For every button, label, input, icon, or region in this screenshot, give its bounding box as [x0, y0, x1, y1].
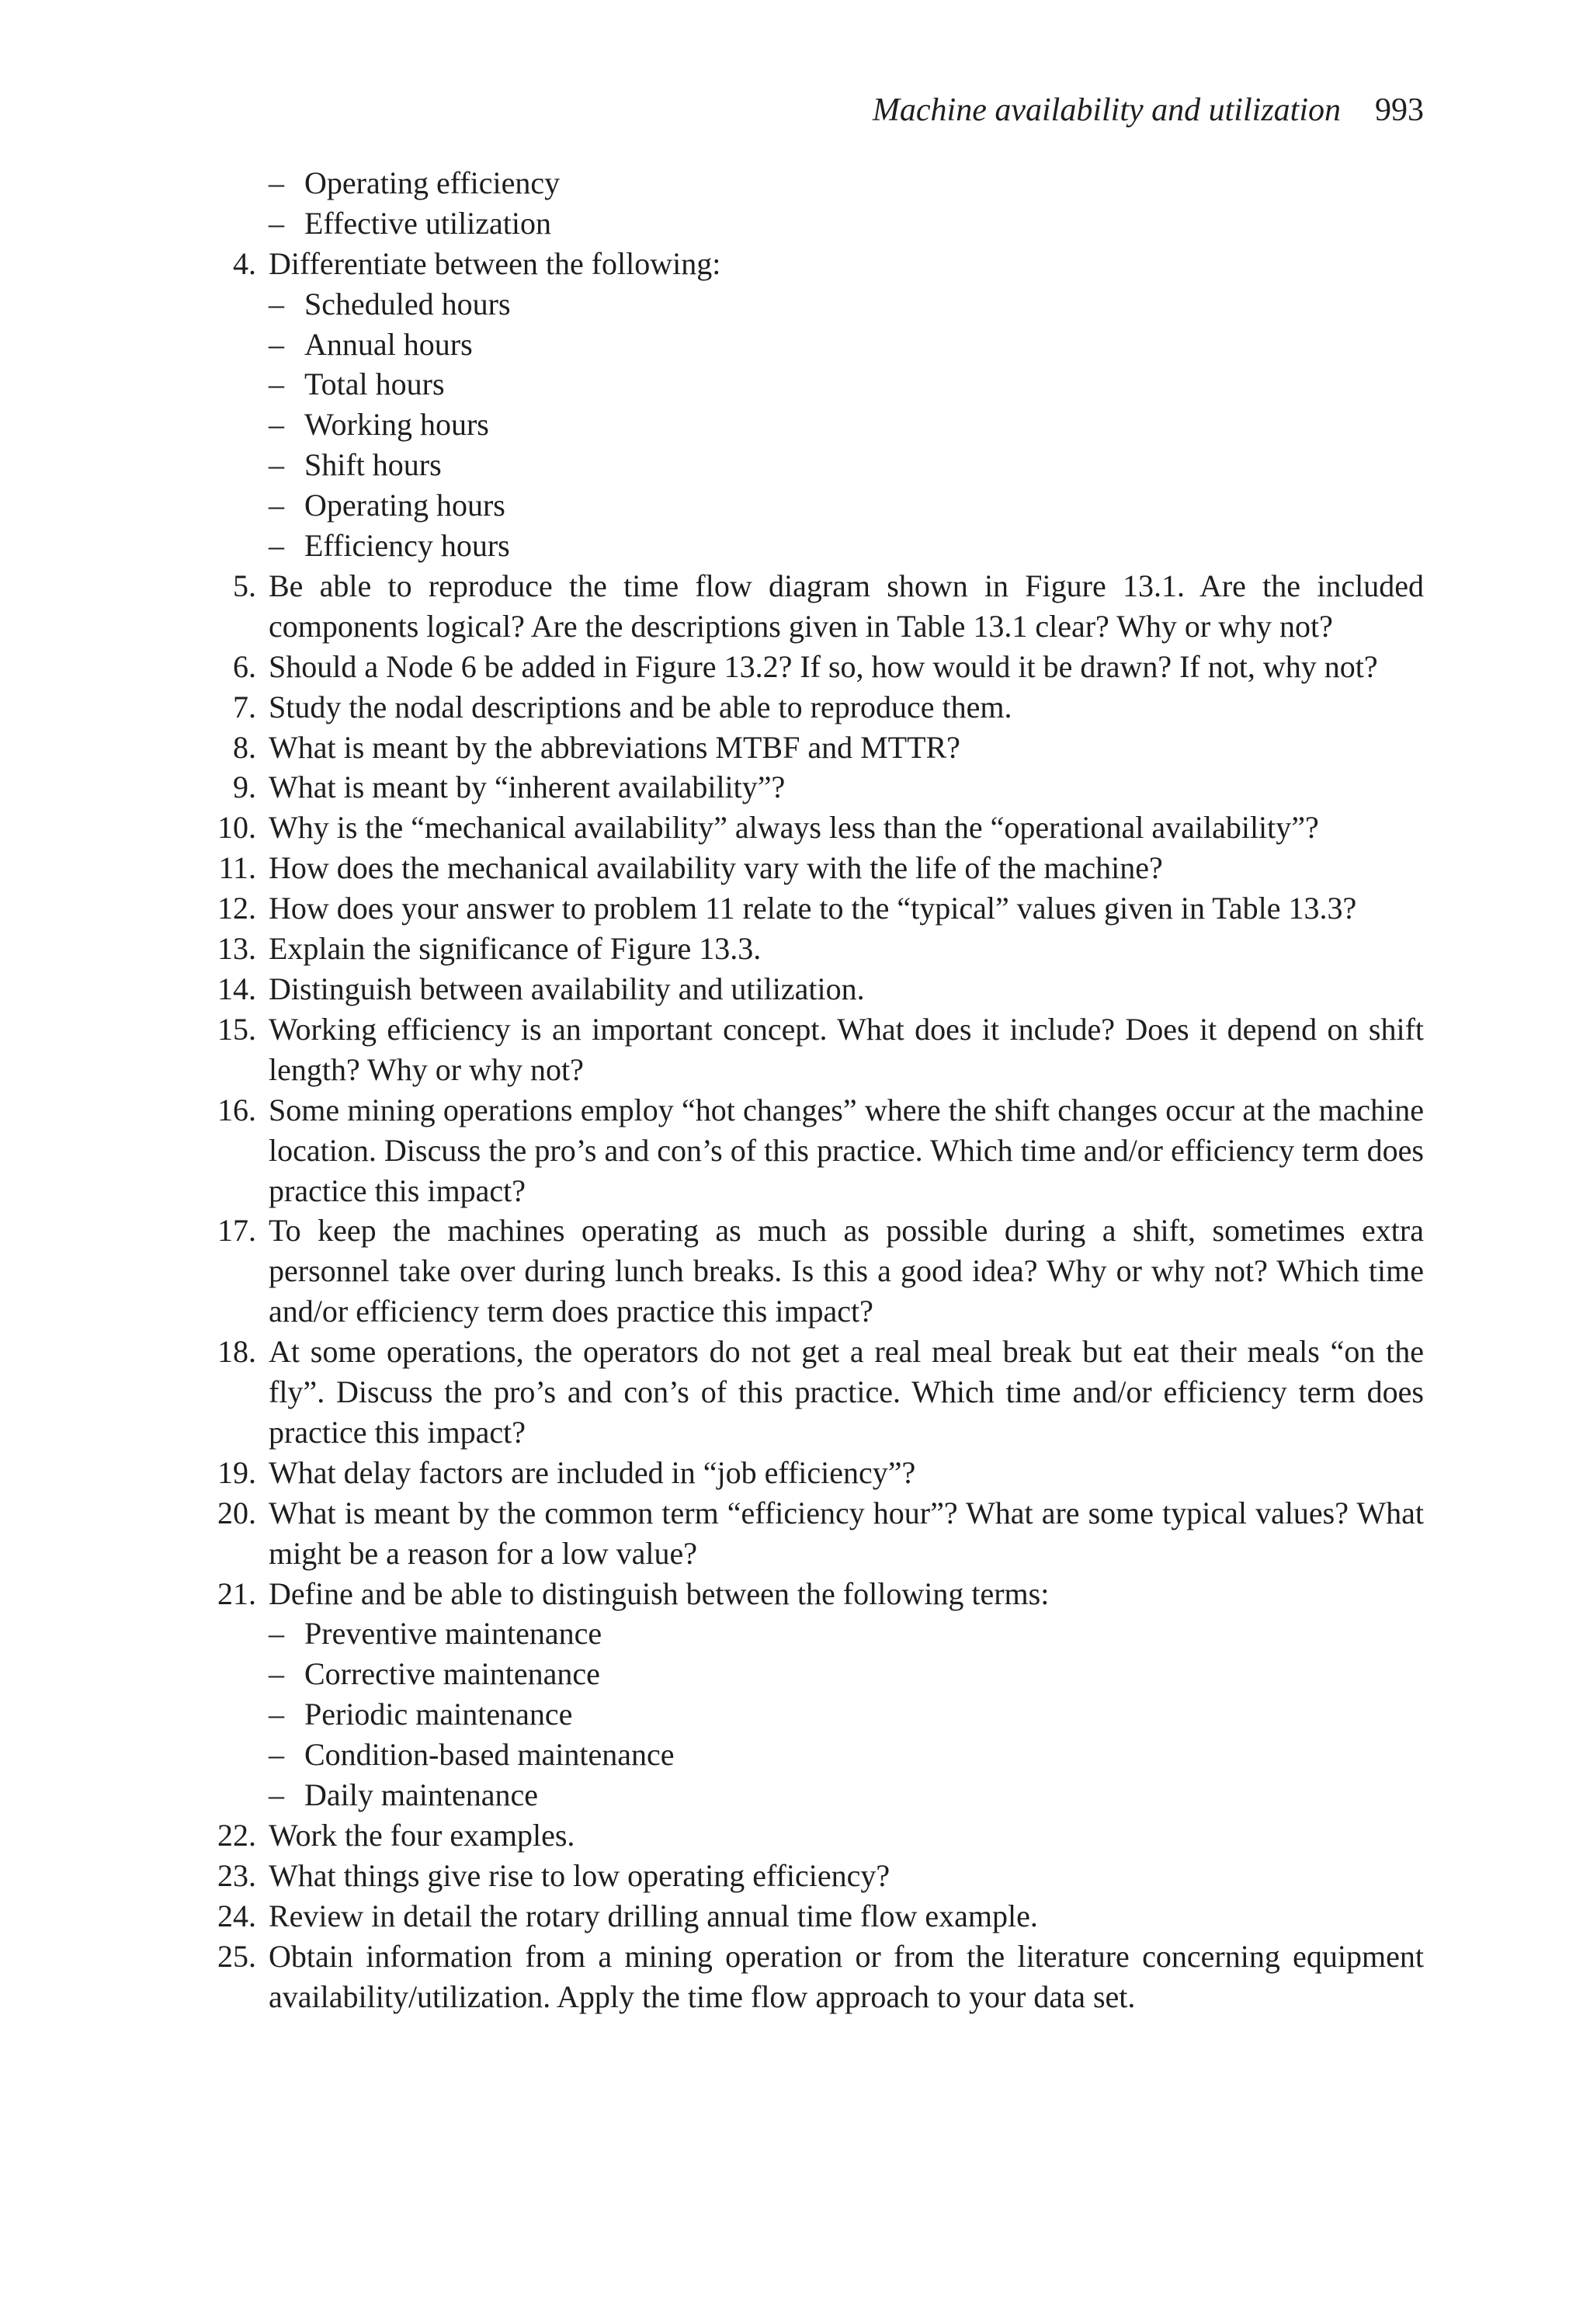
sub-item — [269, 284, 1424, 325]
sub-item — [269, 364, 1424, 405]
question-number: 22. — [217, 1817, 256, 1853]
sub-item-text: Corrective maintenance — [304, 1656, 600, 1692]
question-number: 18. — [217, 1334, 256, 1370]
question-number: 19. — [217, 1454, 256, 1490]
question-item — [211, 1896, 1424, 1937]
question-text: Differentiate between the following: — [269, 245, 721, 281]
sub-item-text: Daily maintenance — [304, 1777, 538, 1813]
sub-item-text: Condition-based maintenance — [304, 1737, 675, 1773]
question-item — [211, 244, 1424, 284]
question-number: 17. — [217, 1213, 256, 1249]
question-number: 16. — [217, 1092, 256, 1127]
question-text: What is meant by “inherent availability”? — [269, 769, 786, 805]
question-number: 9. — [233, 769, 256, 805]
sub-item-text: Efficiency hours — [304, 528, 510, 564]
dash-marker: – — [269, 488, 284, 523]
question-text: Study the nodal descriptions and be able to reproduce them. — [269, 689, 1012, 724]
sub-item-text: Operating hours — [304, 488, 505, 523]
question-item — [211, 687, 1424, 728]
sub-item — [269, 1775, 1424, 1815]
question-text: Explain the significance of Figure 13.3. — [269, 931, 762, 967]
sub-item — [269, 485, 1424, 526]
question-item — [211, 969, 1424, 1009]
question-text: Why is the “mechanical availability” always less than the “operational availability”? — [269, 810, 1319, 846]
sub-item — [269, 203, 1424, 244]
question-number: 10. — [217, 810, 256, 846]
q4-subitems — [211, 284, 1424, 566]
question-text: To keep the machines operating as much as possible during a shift, sometimes extra personnel take over during lunch breaks. Is this a good idea? Why or why not? Which time and/or efficiency term does practice this impact? — [269, 1213, 1424, 1329]
dash-marker: – — [269, 205, 284, 241]
questions-block-b — [211, 1815, 1424, 2017]
question-item — [211, 728, 1424, 768]
question-number: 12. — [217, 891, 256, 926]
dash-marker: – — [269, 286, 284, 321]
question-number: 14. — [217, 971, 256, 1006]
dash-marker: – — [269, 1777, 284, 1813]
question-number: 11. — [218, 850, 256, 886]
question-number: 24. — [217, 1898, 256, 1933]
question-number: 25. — [217, 1938, 256, 1974]
sub-item — [269, 1614, 1424, 1654]
sub-item — [269, 1735, 1424, 1775]
question-text: At some operations, the operators do not get a real meal break but eat their meals “on the fly”. Discuss the pro’s and con’s of this practice. Which time and/or efficiency term does practice this impact? — [269, 1334, 1424, 1450]
dash-marker: – — [269, 1697, 284, 1732]
question-text: Work the four examples. — [269, 1817, 575, 1853]
question-item — [211, 647, 1424, 687]
question-text: What is meant by the common term “efficiency hour”? What are some typical values? What might be a reason for a low value? — [269, 1495, 1424, 1571]
question-text: Distinguish between availability and utilization. — [269, 971, 865, 1006]
running-head — [211, 90, 1424, 130]
question-item — [211, 1009, 1424, 1090]
question-item — [211, 1493, 1424, 1574]
question-item — [211, 848, 1424, 888]
question-text: Obtain information from a mining operation or from the literature concerning equipment availability/utilization. Apply the time flow approach to your data set. — [269, 1938, 1424, 2014]
sub-item-text: Scheduled hours — [304, 286, 511, 321]
question-number: 23. — [217, 1857, 256, 1893]
dash-marker: – — [269, 1616, 284, 1652]
sub-item — [269, 405, 1424, 445]
dash-marker: – — [269, 366, 284, 402]
question-item — [211, 1856, 1424, 1896]
question-text: Working efficiency is an important concept. What does it include? Does it depend on shift length? Why or why not? — [269, 1011, 1424, 1087]
sub-item — [269, 325, 1424, 365]
question-number: 7. — [233, 689, 256, 724]
dash-marker: – — [269, 447, 284, 483]
question-number: 5. — [233, 568, 256, 603]
question-text: Review in detail the rotary drilling annual time flow example. — [269, 1898, 1038, 1933]
q21-subitems — [211, 1614, 1424, 1815]
question-item — [211, 1453, 1424, 1493]
question-number: 4. — [233, 245, 256, 281]
sub-item — [269, 1694, 1424, 1735]
sub-item-text: Shift hours — [304, 447, 442, 483]
sub-item-text: Preventive maintenance — [304, 1616, 602, 1652]
question-item — [211, 1815, 1424, 1856]
sub-item-text: Total hours — [304, 366, 445, 402]
question-text: Define and be able to distinguish between the following terms: — [269, 1575, 1050, 1611]
dash-marker: – — [269, 528, 284, 564]
question-text: How does the mechanical availability vary with the life of the machine? — [269, 850, 1163, 886]
running-head-title: Machine availability and utilization — [872, 92, 1341, 128]
lead-subitems — [211, 163, 1424, 244]
questions-block-a — [211, 566, 1424, 1574]
question-item — [211, 1937, 1424, 2017]
question-item — [211, 1090, 1424, 1211]
sub-item — [269, 445, 1424, 485]
question-list — [211, 163, 1424, 2017]
question-text: Should a Node 6 be added in Figure 13.2? If so, how would it be drawn? If not, why not? — [269, 648, 1378, 684]
question-text: What things give rise to low operating efficiency? — [269, 1857, 890, 1893]
sub-item-text: Periodic maintenance — [304, 1697, 573, 1732]
page — [211, 90, 1424, 2017]
sub-item — [269, 1654, 1424, 1694]
question-item — [211, 1211, 1424, 1332]
question-text: Be able to reproduce the time flow diagram shown in Figure 13.1. Are the included components logical? Are the descriptions given in Table 13.1 clear? Why or why not? — [269, 568, 1424, 644]
question-number: 15. — [217, 1011, 256, 1047]
question-item — [211, 566, 1424, 647]
question-number: 21. — [217, 1575, 256, 1611]
page-number: 993 — [1375, 92, 1424, 128]
question-number: 8. — [233, 729, 256, 765]
question-item — [211, 767, 1424, 808]
question-item — [211, 1574, 1424, 1614]
sub-item-text: Annual hours — [304, 326, 473, 362]
question-item — [211, 888, 1424, 929]
question-text: What is meant by the abbreviations MTBF and MTTR? — [269, 729, 960, 765]
question-text: How does your answer to problem 11 relate to the “typical” values given in Table 13.3? — [269, 891, 1357, 926]
dash-marker: – — [269, 165, 284, 200]
question-item — [211, 929, 1424, 969]
question-item — [211, 1332, 1424, 1453]
sub-item — [269, 526, 1424, 566]
question-item — [211, 808, 1424, 848]
sub-item — [269, 163, 1424, 203]
dash-marker: – — [269, 407, 284, 443]
sub-item-text: Effective utilization — [304, 205, 552, 241]
sub-item-text: Operating efficiency — [304, 165, 561, 200]
question-text: What delay factors are included in “job efficiency”? — [269, 1454, 916, 1490]
dash-marker: – — [269, 1656, 284, 1692]
question-text: Some mining operations employ “hot changes” where the shift changes occur at the machine location. Discuss the pro’s and con’s of this practice. Which time and/or efficiency term does practice this impact? — [269, 1092, 1424, 1208]
question-number: 20. — [217, 1495, 256, 1530]
question-number: 13. — [217, 931, 256, 967]
sub-item-text: Working hours — [304, 407, 489, 443]
dash-marker: – — [269, 326, 284, 362]
question-number: 6. — [233, 648, 256, 684]
dash-marker: – — [269, 1737, 284, 1773]
